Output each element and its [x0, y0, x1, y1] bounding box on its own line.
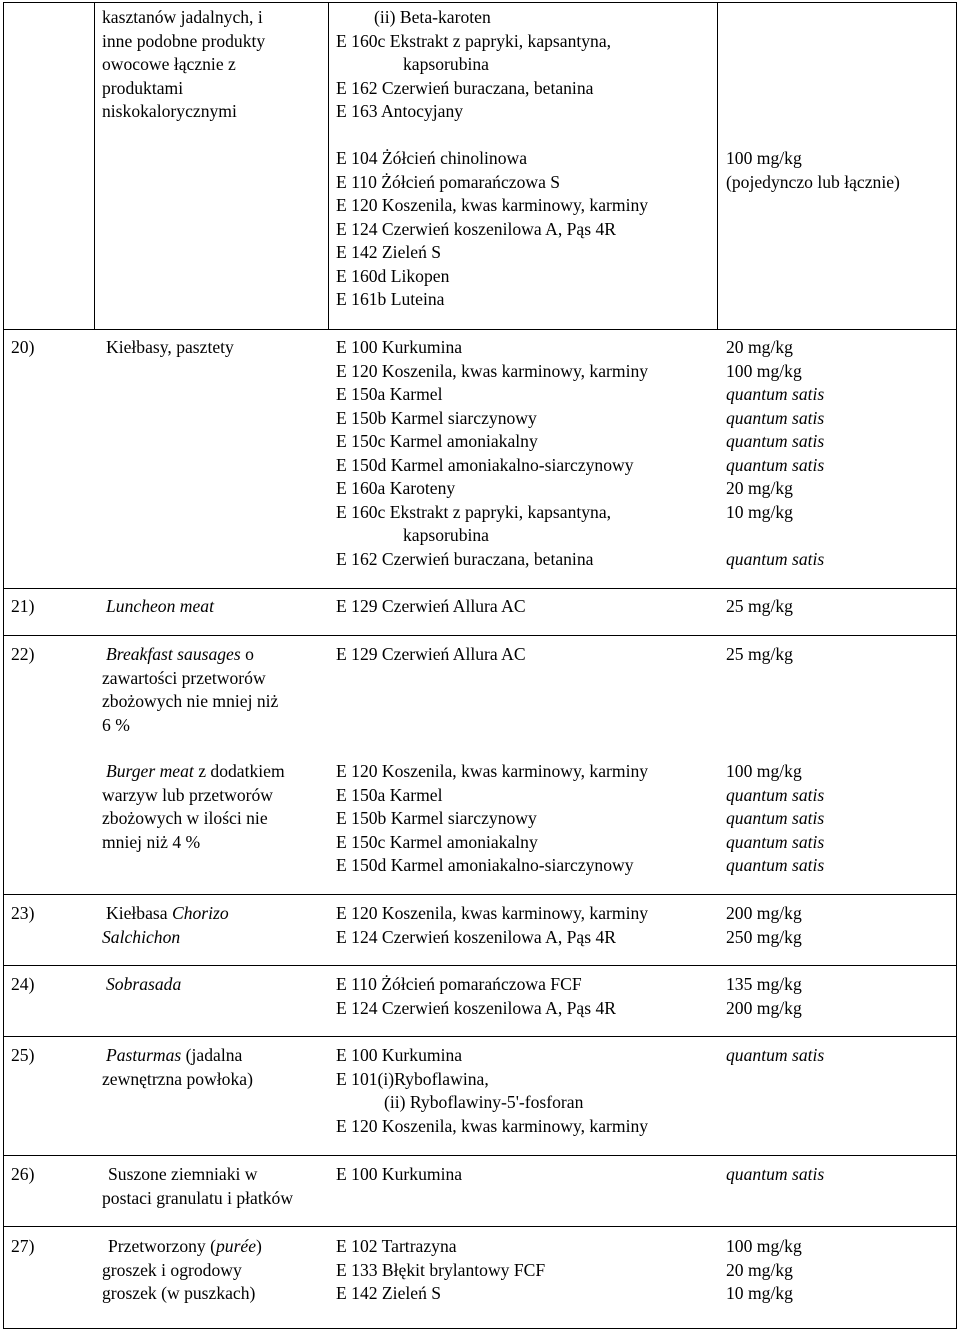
max-level: 100 mg/kg (pojedynczo lub łącznie): [726, 148, 900, 192]
product-name: kasztanów jadalnych, i inne podobne produkty owocowe łącznie z produktami niskokalorycznymi: [102, 7, 266, 121]
additive-list: E 102 Tartrazyna E 133 Błękit brylantowy FCF E 142 Zieleń S: [336, 1236, 546, 1303]
max-level: 135 mg/kg 200 mg/kg: [726, 974, 802, 1018]
product-name: Burger meat z dodatkiem warzyw lub przetworów zbożowych w ilości nie mniej niż 4 %: [102, 761, 285, 852]
product-name: Przetworzony (purée) groszek i ogrodowy groszek (w puszkach): [102, 1236, 262, 1303]
additive-list: E 100 Kurkumina E 120 Koszenila, kwas karminowy, karminy E 150a Karmel E 150b Karmel siarczynowy E 150c Karmel amoniakalny E 150d Karmel amoniakalno-siarczynowy E 160a Karoteny E 160c Ekstrakt z papryki, kapsantyna, kapsorubina E 162 Czerwień buraczana, betanina: [336, 337, 649, 569]
max-level: 25 mg/kg: [726, 644, 793, 664]
additive: E 129 Czerwień Allura AC: [336, 596, 526, 616]
row-line-27: [3, 1226, 957, 1227]
col-divider-3-top: [717, 2, 718, 329]
row-line-25: [3, 1036, 957, 1037]
product-name: Kiełbasy, pasztety: [106, 337, 234, 357]
row-line-26: [3, 1155, 957, 1156]
product-name: Kiełbasa Chorizo Salchichon: [102, 903, 229, 947]
product-name: Pasturmas (jadalna zewnętrzna powłoka): [102, 1045, 253, 1089]
row-line-22: [3, 635, 957, 636]
additive-list: E 120 Koszenila, kwas karminowy, karminy E 150a Karmel E 150b Karmel siarczynowy E 150c Karmel amoniakalny E 150d Karmel amoniakalno-siarczynowy: [336, 761, 649, 875]
max-level: 25 mg/kg: [726, 596, 793, 616]
product-name: Luncheon meat: [106, 596, 214, 616]
additive: E 100 Kurkumina: [336, 1164, 463, 1184]
row-number: 20): [11, 337, 35, 357]
max-level: 100 mg/kg quantum satis quantum satis quantum satis quantum satis: [726, 761, 825, 875]
row-number: 27): [11, 1236, 35, 1256]
max-level: quantum satis: [726, 1045, 825, 1065]
max-level: 100 mg/kg 20 mg/kg 10 mg/kg: [726, 1236, 802, 1303]
row-line-24: [3, 965, 957, 966]
col-divider-2-top: [328, 2, 329, 329]
additive-list: E 104 Żółcień chinolinowa E 110 Żółcień pomarańczowa S E 120 Koszenila, kwas karminowy, karminy E 124 Czerwień koszenilowa A, Pąs 4R E 142 Zieleń S E 160d Likopen E 161b Luteina: [336, 148, 649, 309]
product-name: Suszone ziemniaki w postaci granulatu i płatków: [102, 1164, 294, 1208]
table-border-right: [956, 2, 957, 1328]
row-number: 25): [11, 1045, 35, 1065]
max-level: quantum satis: [726, 1164, 825, 1184]
product-name: Breakfast sausages o zawartości przetworów zbożowych nie mniej niż 6 %: [102, 644, 279, 735]
row-line-20: [3, 329, 957, 330]
max-level: 20 mg/kg 100 mg/kg quantum satis quantum satis quantum satis quantum satis 20 mg/kg 10 mg/kg quantum satis: [726, 337, 825, 569]
row-line-21: [3, 588, 957, 589]
row-line-bottom: [3, 1328, 957, 1329]
additive: E 129 Czerwień Allura AC: [336, 644, 526, 664]
additive-list: E 110 Żółcień pomarańczowa FCF E 124 Czerwień koszenilowa A, Pąs 4R: [336, 974, 616, 1018]
additive-list: E 100 Kurkumina E 101(i)Ryboflawina, (ii) Ryboflawiny-5'-fosforan E 120 Koszenila, kwas karminowy, karminy: [336, 1045, 649, 1136]
row-line-23: [3, 894, 957, 895]
col-divider-1-top: [94, 2, 95, 329]
product-name: Sobrasada: [106, 974, 182, 994]
row-line-top: [3, 2, 957, 3]
row-number: 22): [11, 644, 35, 664]
additive-list: E 120 Koszenila, kwas karminowy, karminy E 124 Czerwień koszenilowa A, Pąs 4R: [336, 903, 649, 947]
row-number: 26): [11, 1164, 35, 1184]
row-number: 24): [11, 974, 35, 994]
max-level: 200 mg/kg 250 mg/kg: [726, 903, 802, 947]
additive-list: (ii) Beta-karoten E 160c Ekstrakt z papryki, kapsantyna, kapsorubina E 162 Czerwień buraczana, betanina E 163 Antocyjany: [336, 7, 612, 121]
table-border-left: [3, 2, 4, 1328]
row-number: 21): [11, 596, 35, 616]
row-number: 23): [11, 903, 35, 923]
